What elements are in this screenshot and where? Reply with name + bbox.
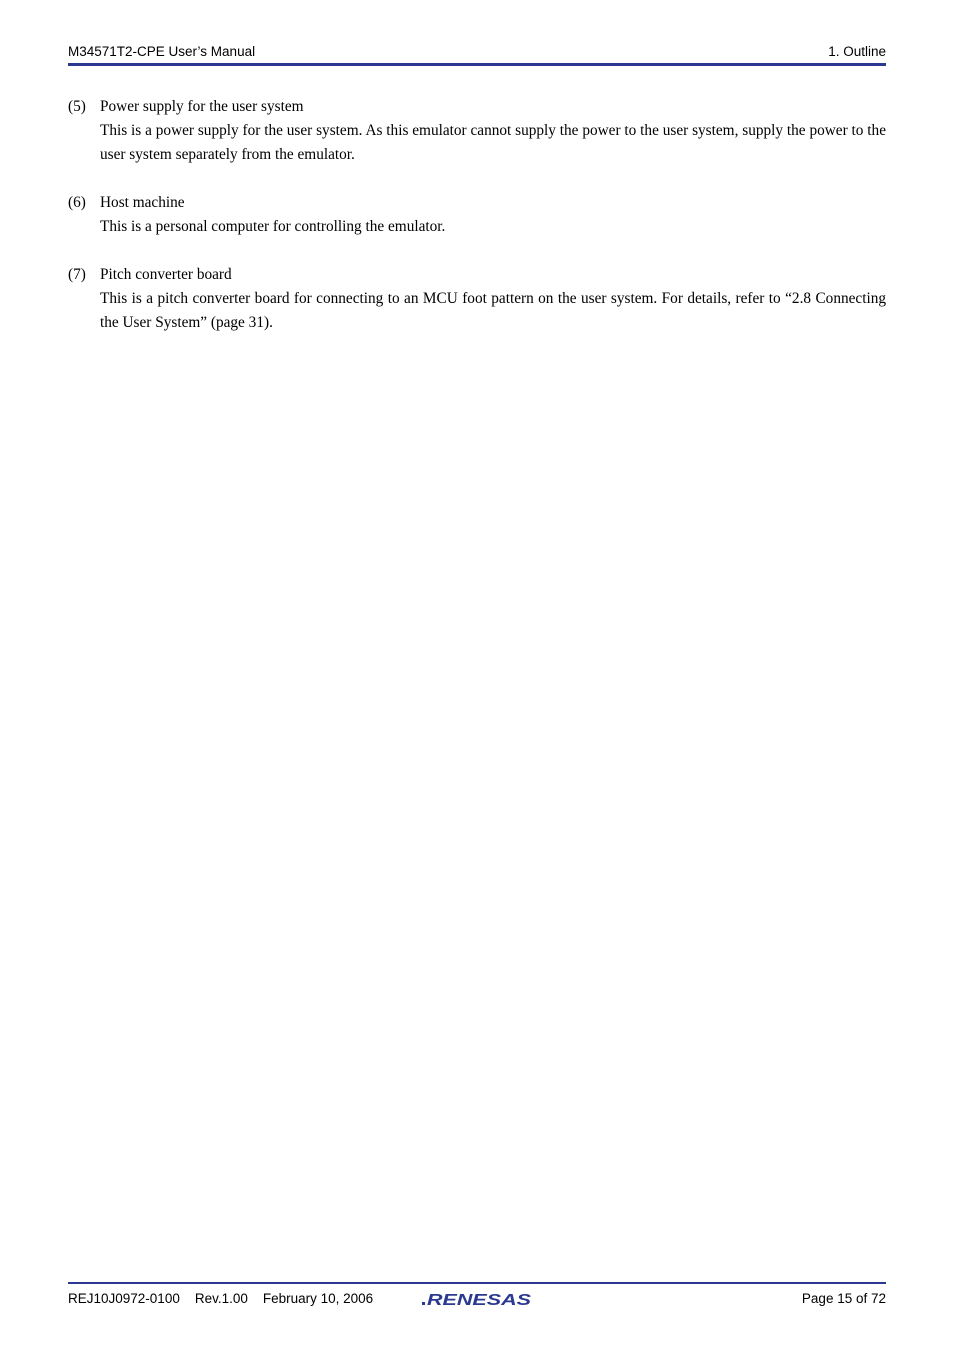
item-body: This is a power supply for the user system. As this emulator cannot supply the power to the user system, supply the power to the user system separately from the emulator.	[100, 122, 886, 163]
item-number: (5)	[68, 98, 86, 115]
logo-text: RENESAS	[427, 1292, 532, 1308]
page-header	[68, 44, 886, 64]
item-number: (6)	[68, 194, 86, 211]
document-info: REJ10J0972-0100 Rev.1.00 February 10, 2006	[68, 1291, 374, 1306]
list-item	[68, 191, 886, 239]
item-heading	[68, 95, 886, 119]
document-title: M34571T2-CPE User’s Manual	[68, 44, 256, 59]
item-number: (7)	[68, 266, 86, 283]
page-content	[68, 95, 886, 359]
item-body: This is a pitch converter board for connecting to an MCU foot pattern on the user system. For details, refer to “2.8 Connecting the User System” (page 31).	[100, 290, 886, 331]
header-rule	[68, 63, 886, 66]
renesas-logo	[422, 1290, 534, 1308]
page-number: Page 15 of 72	[801, 1291, 886, 1306]
item-body: This is a personal computer for controlling the emulator.	[100, 218, 446, 235]
item-heading	[68, 263, 886, 287]
list-item	[68, 263, 886, 335]
footer-rule	[68, 1282, 886, 1284]
list-item	[68, 95, 886, 167]
item-title: Pitch converter board	[100, 266, 232, 283]
item-title: Power supply for the user system	[100, 98, 304, 115]
section-title: 1. Outline	[828, 44, 886, 59]
item-title: Host machine	[100, 194, 185, 211]
page-footer	[68, 1291, 886, 1311]
item-heading	[68, 191, 886, 215]
